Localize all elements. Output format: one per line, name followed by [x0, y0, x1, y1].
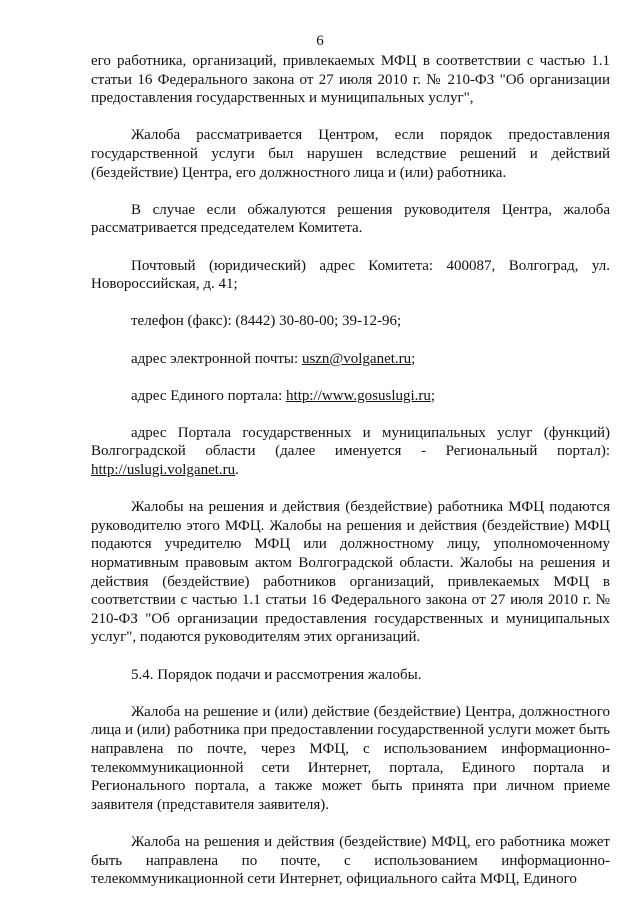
paragraph-mfc-submission: Жалоба на решения и действия (бездействие) МФЦ, его работника может быть направлена по почте, с использованием информационно-телекоммуникационной сети Интернет, официального сайта МФЦ, Единого	[91, 833, 610, 888]
paragraph-complaint-submission: Жалоба на решение и (или) действие (бездействие) Центра, должностного лица и (или) работника при предоставлении государственной услуги может быть направлена по почте, через МФЦ, с использованием информационно-телекоммуникационной сети Интернет, портала, Единого портала и Регионального портала, а также может быть принята при личном приеме заявителя (представителя заявителя).	[91, 703, 610, 813]
paragraph-phone: телефон (факс): (8442) 30-80-00; 39-12-96;	[131, 313, 402, 330]
regional-portal-label: адрес Портала государственных и муниципальных услуг (функций) Волгоградской области (далее именуется - Региональный портал):	[91, 424, 610, 460]
paragraph-email	[91, 350, 610, 369]
email-link[interactable]: uszn@volganet.ru	[301, 350, 412, 367]
email-label: адрес электронной почты:	[131, 350, 302, 367]
paragraph-continuation: его работника, организаций, привлекаемых МФЦ в соответствии с частью 1.1 статьи 16 Федерального закона от 27 июля 2010 г. № 210-ФЗ "Об организации предоставления государственных и муниципальных услуг",	[91, 53, 610, 107]
paragraph-unified-portal	[91, 387, 610, 406]
unified-portal-suffix: ;	[430, 387, 436, 404]
regional-portal-link[interactable]: http://uslugi.volganet.ru	[91, 462, 236, 479]
paragraph-mfc-complaints: Жалобы на решения и действия (бездействие) работника МФЦ подаются руководителю этого МФЦ. Жалобы на решения и действия (бездействие) МФЦ подаются учредителю МФЦ или должностному лицу, уполномоченному нормативным правовым актом Волгоградской области. Жалобы на решения и действия (бездействие) работников организаций, привлекаемых МФЦ в соответствии с частью 1.1 статьи 16 Федерального закона от 27 июля 2010 г. № 210-ФЗ "Об организации предоставления государственных и муниципальных услуг", подаются руководителям этих организаций.	[91, 499, 610, 646]
document-body	[91, 52, 610, 889]
paragraph-postal-address: Почтовый (юридический) адрес Комитета: 400087, Волгоград, ул. Новороссийская, д. 41;	[91, 257, 610, 293]
regional-portal-suffix: .	[235, 462, 239, 479]
page-number: 6	[316, 33, 324, 49]
paragraph-complaint-head: В случае если обжалуются решения руководителя Центра, жалоба рассматривается председателем Комитета.	[91, 201, 610, 237]
unified-portal-label: адрес Единого портала:	[131, 387, 287, 404]
paragraph-complaint-center: Жалоба рассматривается Центром, если порядок предоставления государственной услуги был нарушен вследствие решений и действий (бездействие) Центра, его должностного лица и (или) работника.	[91, 127, 610, 181]
paragraph-regional-portal	[91, 424, 610, 480]
unified-portal-link[interactable]: http://www.gosuslugi.ru	[286, 387, 431, 404]
email-suffix: ;	[411, 350, 416, 367]
section-heading-5-4: 5.4. Порядок подачи и рассмотрения жалобы.	[131, 666, 422, 683]
